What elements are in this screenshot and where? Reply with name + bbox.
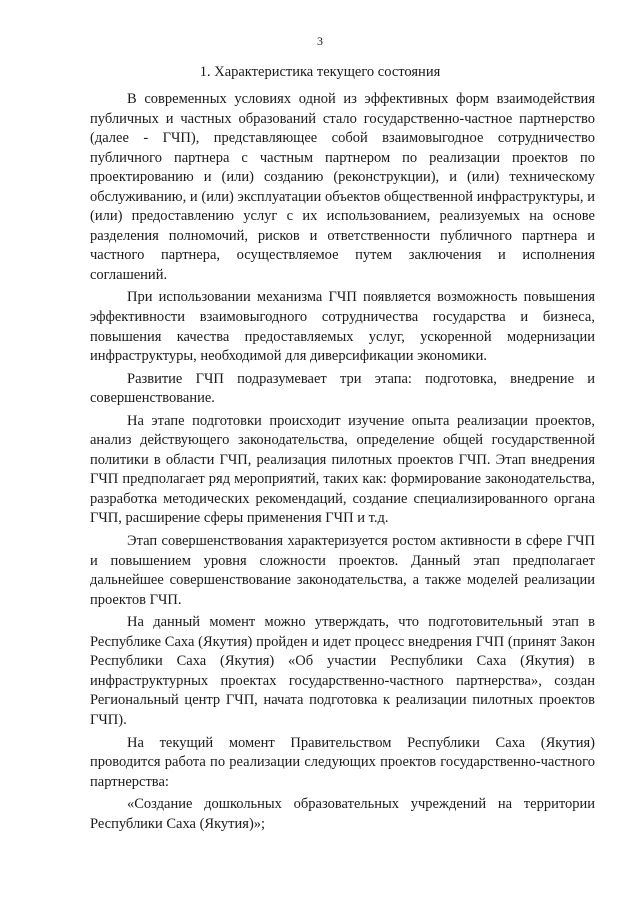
paragraph-current-projects: На текущий момент Правительством Республики Саха (Якутия) проводится работа по реализации следующих проектов государственно-частного партнерства: xyxy=(90,734,595,790)
section-heading: 1. Характеристика текущего состояния xyxy=(199,64,441,80)
paragraph-current-state: На данный момент можно утверждать, что подготовительный этап в Республике Саха (Якутия) пройден и идет процесс внедрения ГЧП (принят Закон Республики Саха (Якутия) «Об участии Республики Саха (Якутия) в инфраструктурных проектах государственно-частного партнерства», создан Региональный центр ГЧП, начата подготовка к реализации пилотных проектов ГЧП). xyxy=(90,614,595,728)
paragraph-project-preschool: «Создание дошкольных образовательных учреждений на территории Республики Саха (Якутия)»; xyxy=(90,796,595,832)
body-text xyxy=(90,90,595,837)
paragraph-gchp-benefits: При использовании механизма ГЧП появляется возможность повышения эффективности взаимовыгодного сотрудничества государства и бизнеса, повышения качества предоставляемых услуг, ускоренной модернизации инфраструктуры, необходимой для диверсификации экономики. xyxy=(90,289,595,365)
paragraph-improvement-stage: Этап совершенствования характеризуется ростом активности в сфере ГЧП и повышением уровня сложности проектов. Данный этап предполагает дальнейшее совершенствование законодательства, а также моделей реализации проектов ГЧП. xyxy=(90,533,595,608)
paragraph-preparation-stage: На этапе подготовки происходит изучение опыта реализации проектов, анализ действующего законодательства, определение общей государственной политики в области ГЧП, реализация пилотных проектов ГЧП. Этап внедрения ГЧП предполагает ряд мероприятий, таких как: формирование законодательства, разработка методических рекомендаций, создание специализированного органа ГЧП, расширение сферы применения ГЧП и т.д. xyxy=(90,412,595,527)
paragraph-gchp-definition: В современных условиях одной из эффективных форм взаимодействия публичных и частных образований стало государственно-частное партнерство (далее - ГЧП), представляющее собой взаимовыгодное сотрудничество публичного партнера с частным партнером по реализации проектов по проектированию и (или) созданию (реконструкции), и (или) техническому обслуживанию, и (или) эксплуатации объектов общественной инфраструктуры, и (или) предоставлению услуг с их использованием, реализуемых на основе разделения полномочий, рисков и ответственности публичного партнера и частного партнера, осуществляемое путем заключения и исполнения соглашений. xyxy=(90,91,595,283)
page-number: 3 xyxy=(317,34,323,48)
paragraph-gchp-stages: Развитие ГЧП подразумевает три этапа: подготовка, внедрение и совершенствование. xyxy=(90,370,595,407)
